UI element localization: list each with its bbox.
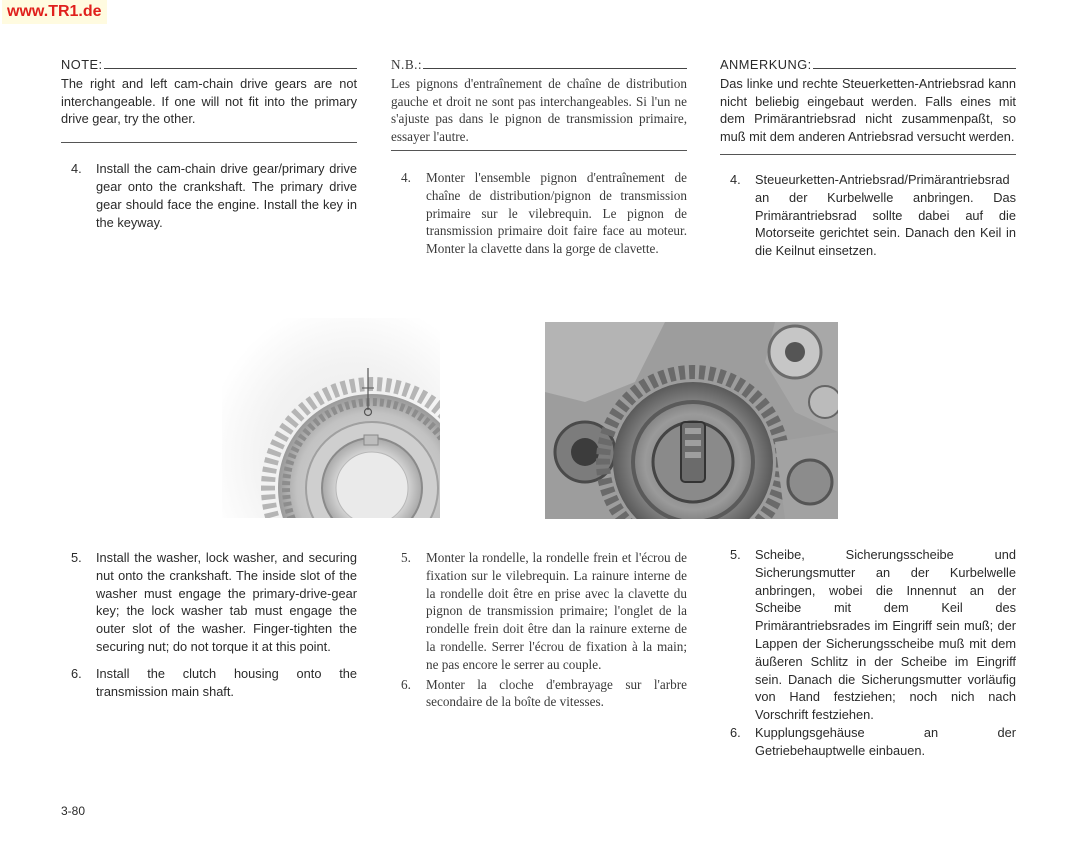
english-column xyxy=(61,56,357,231)
step-number: 6. xyxy=(730,724,741,740)
step-5 xyxy=(61,549,357,656)
step-text: Install the washer, lock washer, and securing nut onto the crankshaft. The inside slot of the washer must engage the primary-drive-gear key; the lock washer tab must engage the outer slot of the washer. Finger-tighten the securing nut; do not torque it at this point. xyxy=(96,550,357,654)
note-underline xyxy=(423,68,687,69)
note-label: NOTE: xyxy=(61,57,103,72)
gear-closeup-photo xyxy=(222,318,440,518)
note-header xyxy=(61,56,357,74)
step-text: Monter l'ensemble pignon d'entraînement de chaîne de distribution/pignon de transmission primaire sur le vilebrequin. Le pignon de transmission primaire doit faire face au moteur. Monter la clavette dans la gorge de clavette. xyxy=(426,169,687,257)
step-number: 4. xyxy=(71,161,82,177)
note-header xyxy=(391,56,687,74)
step-4 xyxy=(391,169,687,258)
german-column xyxy=(720,56,1016,260)
step-5 xyxy=(391,549,687,674)
step-text: Scheibe, Sicherungsscheibe und Sicherungsmutter an der Kurbelwelle anbringen, wobei die Innennut an der Scheibe mit dem Keil des Primärantriebsrades im Eingriff sein muß; der Lappen der Sicherungsscheibe muß mit dem äußeren Schlitz in der Scheibe im Eingriff sein. Danach die Sicherungsmutter vorläufig von Hand festziehen; noch nich nach Vorschrift festziehen. xyxy=(755,547,1016,723)
step-4 xyxy=(720,171,1016,260)
note-text: Les pignons d'entraînement de chaîne de distribution gauche et droit ne sont pas interchangeables. Si l'un ne s'ajuste pas dans le pignon de transmission primaire, essayer l'autre. xyxy=(391,75,687,145)
step-number: 5. xyxy=(730,547,741,562)
step-number: 4. xyxy=(730,171,741,187)
step-5 xyxy=(720,546,1016,724)
note-divider xyxy=(720,154,1016,155)
step-text: Monter la cloche d'embrayage sur l'arbre secondaire de la boîte de vitesses. xyxy=(426,676,687,710)
step-6 xyxy=(720,724,1016,760)
site-watermark[interactable]: www.TR1.de xyxy=(2,0,107,24)
step-6 xyxy=(61,665,357,701)
note-underline xyxy=(813,68,1016,69)
step-number: 5. xyxy=(401,550,411,565)
note-divider xyxy=(391,150,687,151)
note-header xyxy=(720,56,1016,74)
french-column xyxy=(391,56,687,258)
note-underline xyxy=(104,68,357,69)
step-text: Kupplungsgehäuse an der Getriebehauptwelle einbauen. xyxy=(755,724,1016,758)
step-number: 4. xyxy=(401,169,411,185)
engine-photo xyxy=(545,322,838,519)
note-text: The right and left cam-chain drive gears are not interchangeable. If one will not fit into the primary drive gear, try the other. xyxy=(61,75,357,127)
step-number: 6. xyxy=(401,676,411,692)
step-text: Install the clutch housing onto the transmission main shaft. xyxy=(96,665,357,699)
note-label: N.B.: xyxy=(391,57,423,72)
page-number: 3-80 xyxy=(61,804,86,818)
note-label: ANMERKUNG: xyxy=(720,57,812,72)
step-6 xyxy=(391,676,687,712)
step-text: Steueurketten-Antriebsrad/Primärantriebsrad an der Kurbelwelle anbringen. Das Primärantriebsrad sollte dabei auf die Motorseite gerichtet sein. Danach den Keil in die Keilnut einsetzen. xyxy=(755,171,1016,259)
step-text: Install the cam-chain drive gear/primary drive gear onto the crankshaft. The primary drive gear should face the engine. Install the key in the keyway. xyxy=(96,161,357,230)
step-number: 5. xyxy=(71,550,82,565)
note-divider xyxy=(61,142,357,143)
french-column-lower xyxy=(391,549,687,711)
step-text: Monter la rondelle, la rondelle frein et l'écrou de fixation sur le vilebrequin. La rainure interne de la rondelle doit être en prise avec la clavette du pignon de transmission primaire; l'onglet de la rondelle frein doit être dan la rainure externe de la rondelle. Serrer l'écrou de fixation à la main; ne pas encore le serrer au couple. xyxy=(426,550,687,672)
step-number: 6. xyxy=(71,665,82,681)
engine-illustration xyxy=(545,322,838,519)
german-column-lower xyxy=(720,546,1016,760)
gear-illustration xyxy=(222,318,440,518)
english-column-lower xyxy=(61,549,357,700)
step-4 xyxy=(61,160,357,231)
note-text: Das linke und rechte Steuerketten-Antriebsrad kann nicht beliebig eingebaut werden. Falls eines mit dem Primärantriebsrad nicht zusammenpaßt, so muß mit dem anderen Antriebsrad versucht werden. xyxy=(720,75,1016,145)
